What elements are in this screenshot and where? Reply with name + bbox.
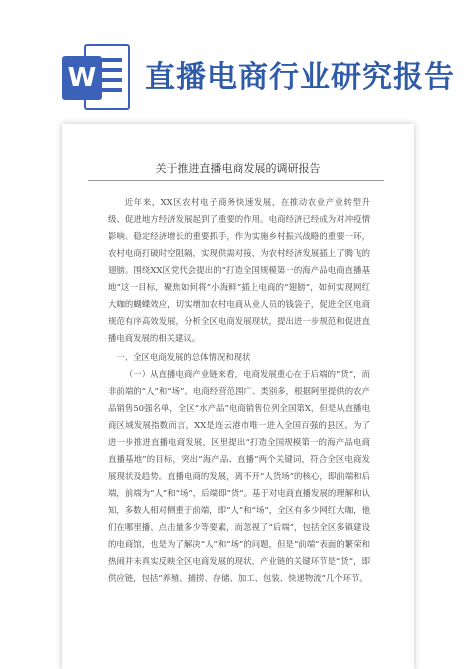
document-body [108, 194, 370, 587]
report-banner-title: 直播电商行业研究报告 [145, 60, 455, 95]
title-divider [88, 180, 384, 181]
banner [0, 0, 474, 118]
word-document-icon [62, 44, 134, 110]
section-heading: 一、全区电商发展的总体情况和现状 [116, 352, 251, 362]
document-title: 关于推进直播电商发展的调研报告 [155, 162, 321, 175]
paragraph-intro: 近年来，XX区农村电子商务快速发展，在推动农业产业转型升级、促进地方经济发展起到了重要的作用。电商经济已经成为对冲疫情影响、稳定经济增长的重要抓手，作为实施乡村振兴战略的重要一环，农村电商打破时空阻隔，实现供需对接，为农村经济发展插上了腾飞的翅膀。围绕XX区党代会提出的“打造全国规模第一的海产品电商直播基地”这一目标，聚焦如何将“小海鲜”插上电商的“翅膀”，如何实现网红大咖的蝴蝶效应，切实增加农村电商从业人员的钱袋子，促进全区电商规范有序高效发展，分析全区电商发展现状，提出进一步规范和促进直播电商发展的相关建议。 [108, 197, 370, 343]
word-logo-badge: W [62, 56, 102, 100]
paragraph-section-1: （一）从直播电商产业链来看，电商发展重心在于后端的“货”，而非前端的“人”和“场”。电商经营范围广、类别多，根据阿里提供的农产品销售50强名单，全区“水产品”电商销售位列全国第X，但是从直播电商区域发展指数而言，XX是连云港市唯一进入全国百强的县区。为了进一步推进直播电商发展，区里提出“打造全国规模第一的海产品电商直播基地”的目标，突出“海产品、直播”两个关键词，符合全区电商发展现状及趋势。直播电商的发展，离不开“人货场”的核心，即前端和后端，前端为“人”和“场”，后端即“货”。基于对电商直播发展的理解和认知，多数人相对侧重于前端，即“人”和“场”，全区有多少网红大咖，他们在哪里播、点击量多少等要素，而忽视了“后端”，包括全区多镇建设的电商馆，也是为了解决“人”和“场”的问题，但是“前端”表面的繁荣和热闹并未真实反映全区电商发展的现状，产业链的关键环节是“货”，即供应链，包括“养殖、捕捞、存储、加工、包装、快递物流”几个环节。 [108, 369, 370, 583]
document-page [62, 124, 414, 669]
